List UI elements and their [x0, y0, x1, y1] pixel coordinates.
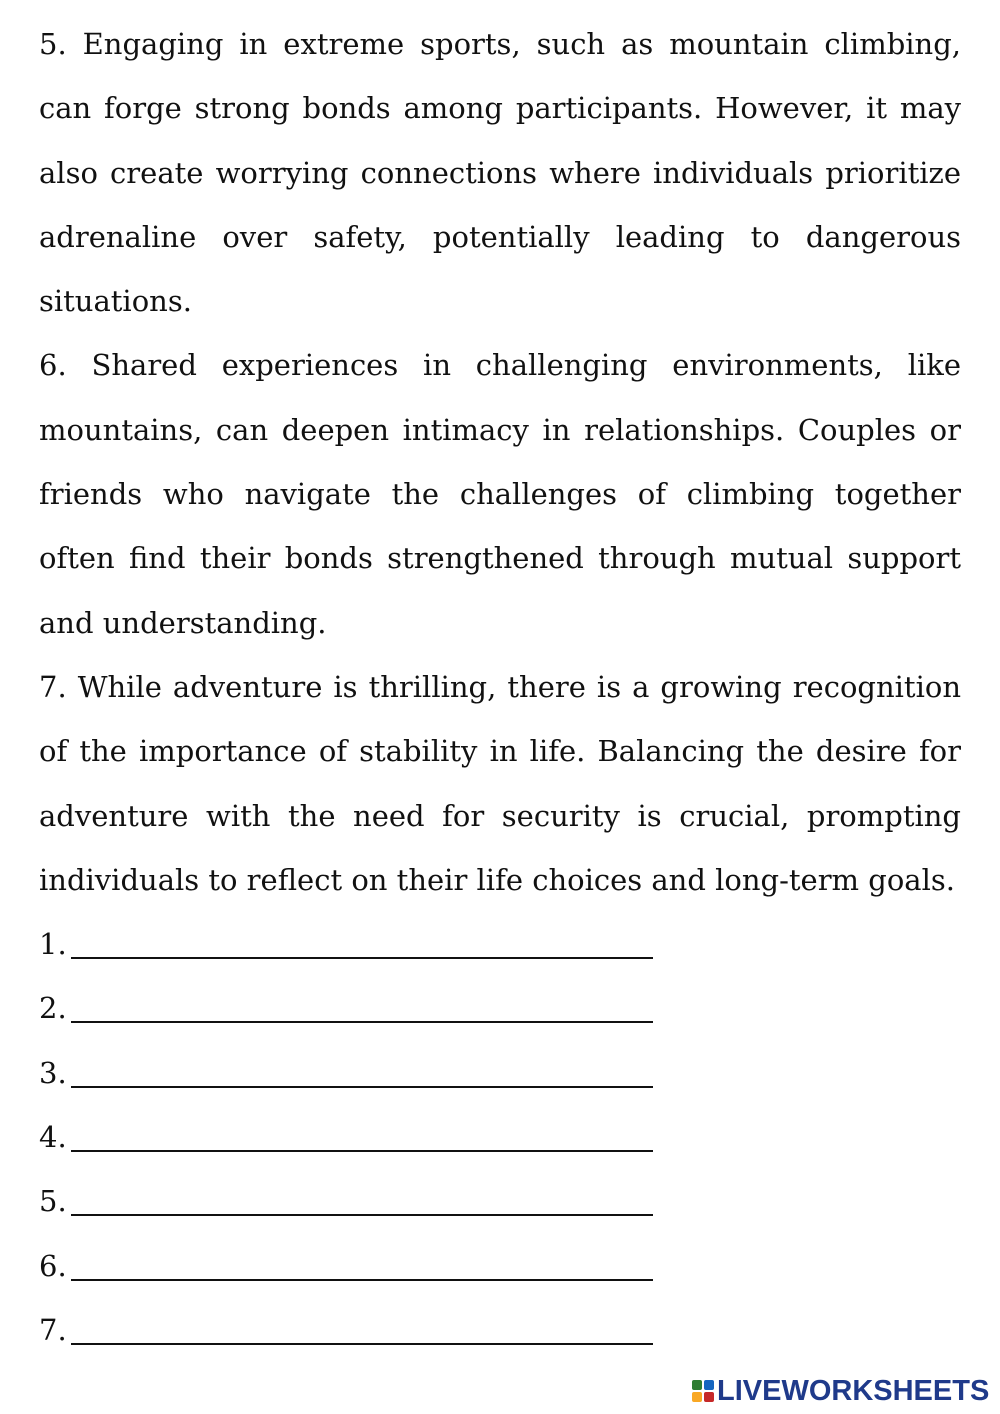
- logo-text: LIVEWORKSHEETS: [717, 1374, 990, 1407]
- answer-number: 7.: [39, 1312, 67, 1347]
- answer-blank-3[interactable]: [71, 1041, 653, 1088]
- liveworksheets-logo: [692, 1374, 989, 1408]
- answer-blank-4[interactable]: [71, 1105, 653, 1152]
- answer-row: [39, 1041, 961, 1105]
- answer-blank-5[interactable]: [71, 1169, 653, 1216]
- worksheet-page: [39, 12, 961, 1362]
- answer-blank-6[interactable]: [71, 1234, 653, 1281]
- logo-badge-cell: [692, 1392, 702, 1402]
- paragraph-6: 6. Shared experiences in challenging environments, like mountains, can deepen intimacy in relationships. Couples or friends who navigate the challenges of climbing together often find their bonds strengthened through mutual support and understanding.: [39, 348, 961, 640]
- answer-number: 3.: [39, 1055, 67, 1090]
- answer-row: [39, 912, 961, 976]
- answer-row: [39, 976, 961, 1040]
- answer-row: [39, 1298, 961, 1362]
- answer-number: 2.: [39, 991, 67, 1026]
- answer-row: [39, 1169, 961, 1233]
- logo-badge-icon: [692, 1380, 714, 1402]
- answer-number: 6.: [39, 1248, 67, 1283]
- paragraph-7: 7. While adventure is thrilling, there is a growing recognition of the importance of stability in life. Balancing the desire for adventure with the need for security is crucial, prompting individuals to reflect on their life choices and long-term goals.: [39, 669, 961, 897]
- answer-number: 5.: [39, 1184, 67, 1219]
- answer-blank-1[interactable]: [71, 912, 653, 959]
- answer-number: 4.: [39, 1120, 67, 1155]
- answer-number: 1.: [39, 927, 67, 962]
- answer-row: [39, 1234, 961, 1298]
- logo-badge-cell: [704, 1380, 714, 1390]
- answer-list: [39, 912, 961, 1362]
- answer-row: [39, 1105, 961, 1169]
- answer-blank-2[interactable]: [71, 976, 653, 1023]
- logo-badge-cell: [692, 1380, 702, 1390]
- paragraph-5: 5. Engaging in extreme sports, such as mountain climbing, can forge strong bonds among participants. However, it may also create worrying connections where individuals prioritize adrenaline over safety, potentially leading to dangerous situations.: [39, 27, 961, 319]
- logo-badge-cell: [704, 1392, 714, 1402]
- answer-blank-7[interactable]: [71, 1298, 653, 1345]
